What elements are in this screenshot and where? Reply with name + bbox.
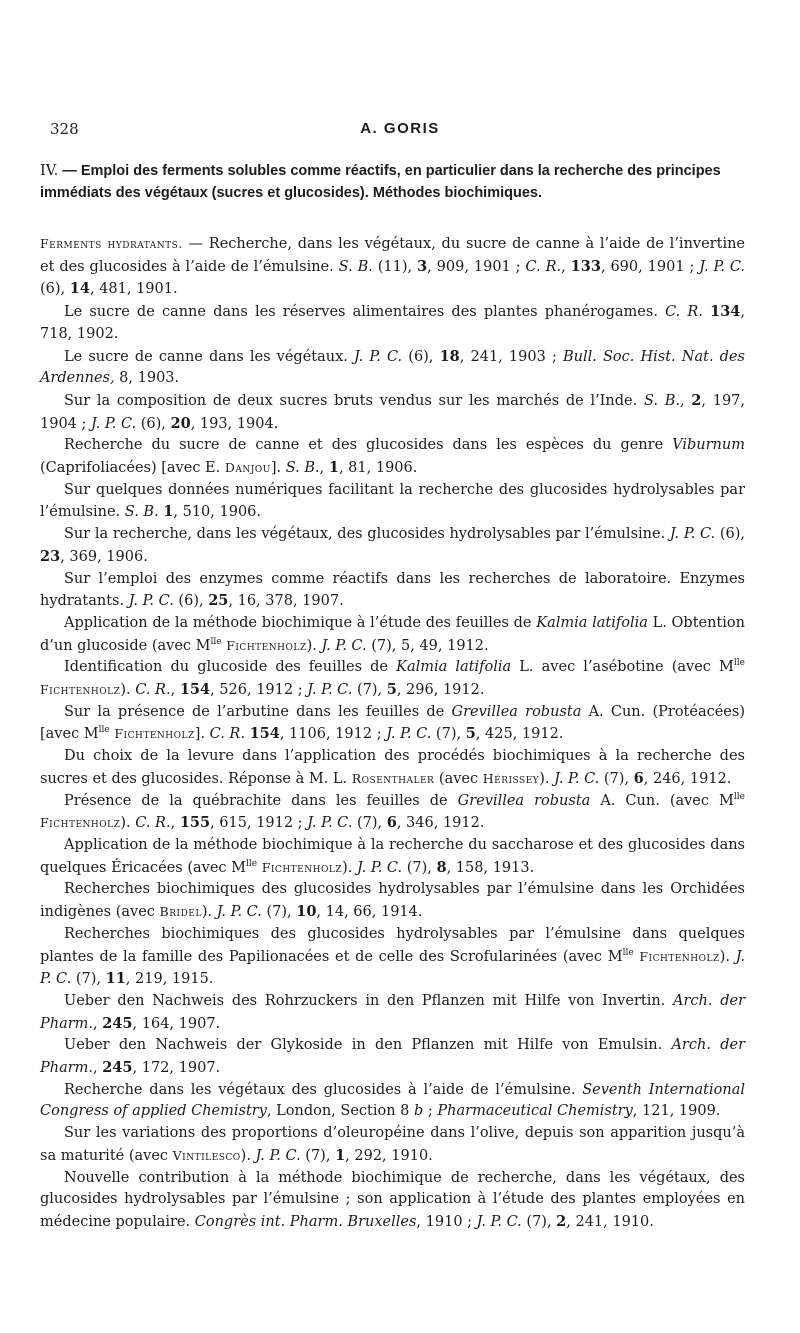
entry-text: 8, 1903. bbox=[114, 370, 180, 387]
entry-text: , London, Section 8 bbox=[266, 1103, 415, 1120]
entry-text: ). bbox=[342, 859, 357, 876]
entry-text: (7), bbox=[352, 815, 387, 832]
bibliography-entry bbox=[40, 1168, 745, 1234]
volume-number: 20 bbox=[170, 414, 191, 432]
superscript: lle bbox=[210, 636, 222, 647]
author-name: Vintilesco bbox=[172, 1147, 241, 1163]
section-title: — Emploi des ferments solubles comme réactifs, en particulier dans la recherche des principes immédiats des végétaux (sucres et glucosides). Méthodes biochimiques. bbox=[40, 163, 721, 201]
entry-text: (Caprifoliacées) [avec E. bbox=[40, 460, 225, 477]
citation-italic: Kalmia latifolia bbox=[536, 614, 648, 631]
entry-text: (7), bbox=[261, 904, 297, 921]
entry-text: A. Cun. (avec M bbox=[590, 792, 734, 809]
entry-text: , 718, 1902. bbox=[40, 304, 746, 342]
entry-text: Ueber den Nachweis der Glykoside in den Pflanzen mit Hilfe von Emulsin. bbox=[64, 1037, 672, 1054]
citation-italic: Seventh International Congress of applied Chemistry bbox=[40, 1081, 745, 1120]
volume-number: 1 bbox=[335, 1146, 346, 1164]
entry-text: , 219, 1915. bbox=[125, 971, 214, 988]
entry-text: Présence de la québrachite dans les feuilles de bbox=[64, 792, 458, 809]
author-name: Fichtenholz bbox=[261, 859, 343, 875]
entry-text: , 241, 1903 ; bbox=[459, 348, 563, 365]
volume-number: 6 bbox=[386, 814, 397, 832]
entry-text: (7), bbox=[521, 1213, 557, 1230]
entry-text: Sur quelques données numériques facilitant la recherche des glucosides hydrolysables par l’émulsine. bbox=[40, 481, 745, 521]
entry-text: Application de la méthode biochimique à la recherche du saccharose et des glucosides dans quelques Éricacées (avec M bbox=[40, 836, 745, 876]
entry-text: ). bbox=[120, 682, 136, 699]
citation-italic: J. P. C. bbox=[91, 415, 137, 432]
entry-text: Sur la composition de deux sucres bruts vendus sur les marchés de l’Inde. bbox=[64, 392, 644, 409]
entry-text: ). bbox=[120, 815, 136, 832]
citation-italic: b bbox=[414, 1103, 424, 1120]
entry-text: Recherches biochimiques des glucosides hydrolysables par l’émulsine dans les Orchidées indigènes (avec bbox=[40, 881, 745, 921]
bibliography-entry bbox=[40, 657, 745, 701]
entry-text: ]. bbox=[194, 726, 210, 743]
entry-text: Application de la méthode biochimique à l’étude des feuilles de bbox=[64, 614, 537, 631]
citation-italic: J. P. C. bbox=[386, 726, 432, 743]
citation-italic: J. P. C. bbox=[321, 637, 367, 654]
bibliography-entry bbox=[40, 702, 745, 746]
citation-italic: C. R. bbox=[135, 815, 171, 832]
entry-text: Recherches biochimiques des glucosides hydrolysables par l’émulsine dans quelques plantes de la famille des Papilionacées et de celle des Scrofularinées (avec M bbox=[40, 925, 745, 965]
author-name: Ferments hydratants. bbox=[40, 236, 183, 251]
citation-italic: S. B. bbox=[285, 460, 320, 477]
author-name: Fichtenholz bbox=[40, 815, 121, 831]
citation-italic: C. R. bbox=[525, 258, 562, 275]
entry-text: Recherche du sucre de canne et des glucosides dans les espèces du genre bbox=[64, 437, 673, 454]
volume-number: 134 bbox=[710, 303, 741, 321]
entry-text: Sur les variations des proportions d’oleuropéine dans l’olive, depuis son apparition jusqu’à sa maturité (avec bbox=[40, 1125, 745, 1164]
volume-number: 14 bbox=[69, 280, 90, 298]
citation-italic: Viburnum bbox=[672, 437, 745, 454]
superscript: lle bbox=[98, 725, 110, 736]
entry-text: , 909, 1901 ; bbox=[427, 258, 526, 275]
superscript: lle bbox=[622, 947, 634, 958]
citation-italic: S. B. bbox=[338, 258, 373, 275]
entry-text: , 296, 1912. bbox=[396, 682, 485, 699]
citation-italic: Kalmia latifolia bbox=[396, 659, 512, 676]
bibliography-entry bbox=[40, 524, 745, 568]
volume-number: 6 bbox=[633, 769, 644, 787]
volume-number: 154 bbox=[249, 725, 280, 743]
entry-text: , 16, 378, 1907. bbox=[228, 593, 344, 610]
author-name: Danjou bbox=[224, 460, 271, 476]
volume-number: 154 bbox=[179, 681, 211, 699]
entry-text: Le sucre de canne dans les végétaux. bbox=[64, 348, 354, 365]
entry-text: , bbox=[170, 682, 180, 699]
author-name: Hérissey bbox=[482, 770, 540, 786]
entry-text: ). bbox=[539, 770, 555, 787]
bibliography-entry bbox=[40, 924, 745, 991]
entry-text: (7), bbox=[402, 859, 437, 876]
entry-text: ). bbox=[719, 948, 736, 965]
entry-text: Recherche dans les végétaux des glucosides à l’aide de l’émulsine. bbox=[64, 1081, 583, 1098]
entry-text: (6), bbox=[402, 348, 440, 365]
entry-text: (7), bbox=[300, 1147, 336, 1164]
citation-italic: Arch. der Pharm. bbox=[40, 992, 745, 1032]
citation-italic: J. P. C. bbox=[699, 258, 745, 275]
volume-number: 2 bbox=[691, 391, 702, 409]
entry-text: , bbox=[170, 815, 180, 832]
entry-text: , 81, 1906. bbox=[338, 460, 418, 477]
entry-text: Identification du glucoside des feuilles de bbox=[64, 659, 397, 676]
entry-text: L. Obtention d’un glucoside (avec M bbox=[40, 614, 745, 654]
entry-text: Sur la recherche, dans les végétaux, des glucosides hydrolysables par l’émulsine. bbox=[64, 526, 670, 543]
bibliography-entry bbox=[40, 390, 745, 435]
bibliography-entry bbox=[40, 233, 745, 301]
bibliography-entry bbox=[40, 346, 745, 390]
bibliography-list bbox=[40, 233, 745, 1234]
entry-text: , 193, 1904. bbox=[190, 415, 279, 432]
entry-text: (6), bbox=[40, 281, 70, 298]
citation-italic: J. P. C. bbox=[356, 859, 403, 876]
citation-italic: J. P. C. bbox=[128, 593, 174, 610]
author-name: Rosenthaler bbox=[351, 770, 435, 786]
citation-italic: Grevillea robusta bbox=[457, 792, 591, 809]
entry-text: (6), bbox=[715, 526, 745, 543]
citation-italic: Pharmaceutical Chemistry bbox=[437, 1103, 633, 1120]
volume-number: 10 bbox=[296, 903, 317, 921]
entry-text: (7), bbox=[352, 682, 387, 699]
citation-italic: J. P. C. bbox=[354, 348, 403, 365]
entry-text: Nouvelle contribution à la méthode biochimique de recherche, dans les végétaux, des glucosides hydrolysables par l’émulsine ; son application à l’étude des plantes employées en médecine populaire. bbox=[40, 1169, 745, 1230]
bibliography-entry bbox=[40, 613, 745, 657]
bibliography-entry bbox=[40, 879, 745, 923]
entry-text: Sur l’emploi des enzymes comme réactifs dans les recherches de laboratoire. Enzymes hydratants. bbox=[40, 570, 745, 610]
entry-text: , 121, 1909. bbox=[632, 1103, 721, 1120]
entry-text: , 481, 1901. bbox=[89, 281, 178, 298]
volume-number: 8 bbox=[436, 858, 447, 876]
volume-number: 11 bbox=[105, 970, 126, 988]
entry-text: , bbox=[319, 460, 329, 477]
bibliography-entry bbox=[40, 569, 745, 613]
bibliography-entry bbox=[40, 835, 745, 879]
citation-italic: J. P. C. bbox=[40, 948, 745, 988]
citation-italic: C. R. bbox=[665, 304, 703, 321]
bibliography-entry bbox=[40, 991, 745, 1035]
entry-text: Ueber den Nachweis des Rohrzuckers in den Pflanzen mit Hilfe von Invertin. bbox=[64, 992, 674, 1009]
entry-text: , 158, 1913. bbox=[446, 859, 535, 876]
entry-text: , bbox=[561, 258, 571, 275]
citation-italic: Congrès int. Pharm. Bruxelles bbox=[194, 1213, 417, 1230]
page-header bbox=[0, 120, 800, 144]
entry-text: , 172, 1907. bbox=[132, 1060, 221, 1077]
citation-italic: J. P. C. bbox=[307, 682, 353, 699]
bibliography-entry bbox=[40, 435, 745, 479]
citation-italic: J. P. C. bbox=[669, 526, 716, 543]
entry-text: , 425, 1912. bbox=[475, 726, 564, 743]
volume-number: 1 bbox=[328, 459, 339, 477]
entry-text: , bbox=[93, 1060, 103, 1077]
running-head: A. GORIS bbox=[360, 120, 440, 137]
entry-text: , 526, 1912 ; bbox=[210, 682, 308, 699]
entry-text: ). bbox=[240, 1147, 256, 1164]
superscript: lle bbox=[733, 658, 745, 669]
superscript: lle bbox=[246, 858, 258, 869]
entry-text: , 241, 1910. bbox=[566, 1213, 654, 1230]
citation-italic: J. P. C. bbox=[554, 770, 600, 787]
entry-text: (7), bbox=[71, 971, 106, 988]
citation-italic: Arch. der Pharm. bbox=[40, 1037, 745, 1077]
entry-text: , 292, 1910. bbox=[345, 1147, 433, 1164]
entry-text: (7), 5, 49, 1912. bbox=[366, 637, 489, 654]
citation-italic: J. P. C. bbox=[255, 1147, 301, 1164]
volume-number: 2 bbox=[556, 1212, 567, 1230]
volume-number: 155 bbox=[179, 814, 211, 832]
bibliography-entry bbox=[40, 791, 745, 835]
author-name: Fichtenholz bbox=[639, 948, 720, 964]
citation-italic: Bull. Soc. Hist. Nat. des Ardennes, bbox=[40, 348, 745, 387]
entry-text: A. Cun. (Protéacées) [avec M bbox=[40, 703, 745, 743]
entry-text: , 346, 1912. bbox=[396, 815, 485, 832]
entry-text: , 164, 1907. bbox=[132, 1015, 221, 1032]
superscript: lle bbox=[733, 791, 745, 802]
bibliography-entry bbox=[40, 480, 745, 524]
section-number: IV. bbox=[40, 163, 59, 179]
citation-italic: S. B. bbox=[643, 392, 680, 409]
entry-text: Sur la présence de l’arbutine dans les feuilles de bbox=[64, 703, 452, 720]
citation-italic: J. P. C. bbox=[216, 904, 262, 921]
author-name: Bridel bbox=[159, 904, 202, 920]
bibliography-entry bbox=[40, 746, 745, 790]
citation-italic: J. P. C. bbox=[476, 1213, 522, 1230]
citation-italic: J. P. C. bbox=[307, 815, 353, 832]
entry-text: , 1106, 1912 ; bbox=[279, 726, 387, 743]
entry-text: (6), bbox=[173, 593, 209, 610]
volume-number: 1 bbox=[163, 503, 174, 521]
entry-text: , 615, 1912 ; bbox=[210, 815, 308, 832]
volume-number: 133 bbox=[570, 257, 601, 275]
entry-text: , 510, 1906. bbox=[173, 504, 262, 521]
citation-italic: Grevillea robusta bbox=[451, 703, 582, 720]
entry-text: ; bbox=[423, 1103, 438, 1120]
entry-text: , 197, 1904 ; bbox=[40, 392, 746, 432]
volume-number: 18 bbox=[439, 347, 460, 365]
volume-number: 5 bbox=[465, 725, 476, 743]
entry-text: ). bbox=[201, 904, 217, 921]
volume-number: 3 bbox=[417, 257, 428, 275]
entry-text: , 690, 1901 ; bbox=[600, 258, 700, 275]
volume-number: 5 bbox=[386, 681, 397, 699]
citation-italic: C. R. bbox=[135, 682, 171, 699]
citation-italic: S. B. bbox=[124, 504, 159, 521]
volume-number: 245 bbox=[102, 1014, 133, 1032]
entry-text: , 14, 66, 1914. bbox=[316, 904, 423, 921]
entry-text: , 369, 1906. bbox=[60, 548, 148, 565]
entry-text: (7), bbox=[431, 726, 466, 743]
entry-text: — Recherche, dans les végétaux, du sucre de canne à l’aide de l’invertine et des glucosides à l’aide de l’émulsine. bbox=[40, 236, 745, 275]
page-number: 328 bbox=[50, 120, 79, 138]
entry-text: ]. bbox=[270, 460, 286, 477]
author-name: Fichtenholz bbox=[226, 637, 307, 653]
entry-text: (6), bbox=[136, 415, 171, 432]
entry-text: (11), bbox=[372, 258, 418, 275]
entry-text: , 1910 ; bbox=[416, 1213, 477, 1230]
volume-number: 25 bbox=[208, 592, 229, 610]
author-name: Fichtenholz bbox=[40, 682, 121, 698]
entry-text: , bbox=[679, 392, 692, 409]
volume-number: 23 bbox=[40, 547, 61, 565]
bibliography-entry bbox=[40, 301, 745, 345]
volume-number: 245 bbox=[102, 1059, 133, 1077]
entry-text: ). bbox=[306, 637, 322, 654]
bibliography-entry bbox=[40, 1080, 745, 1123]
entry-text: , 246, 1912. bbox=[643, 770, 732, 787]
bibliography-entry bbox=[40, 1035, 745, 1079]
entry-text: (7), bbox=[599, 770, 634, 787]
entry-text: Du choix de la levure dans l’application des procédés biochimiques à la recherche des sucres et des glucosides. Réponse à M. L. bbox=[40, 748, 745, 787]
bibliography-entry bbox=[40, 1123, 745, 1167]
entry-text: , bbox=[93, 1015, 103, 1032]
entry-text: (avec bbox=[434, 770, 483, 787]
entry-text: Le sucre de canne dans les réserves alimentaires des plantes phanérogames. bbox=[64, 304, 666, 321]
citation-italic: C. R. bbox=[209, 726, 245, 743]
author-name: Fichtenholz bbox=[114, 726, 195, 742]
entry-text: L. avec l’asébotine (avec M bbox=[511, 659, 734, 676]
section-heading bbox=[40, 160, 745, 204]
